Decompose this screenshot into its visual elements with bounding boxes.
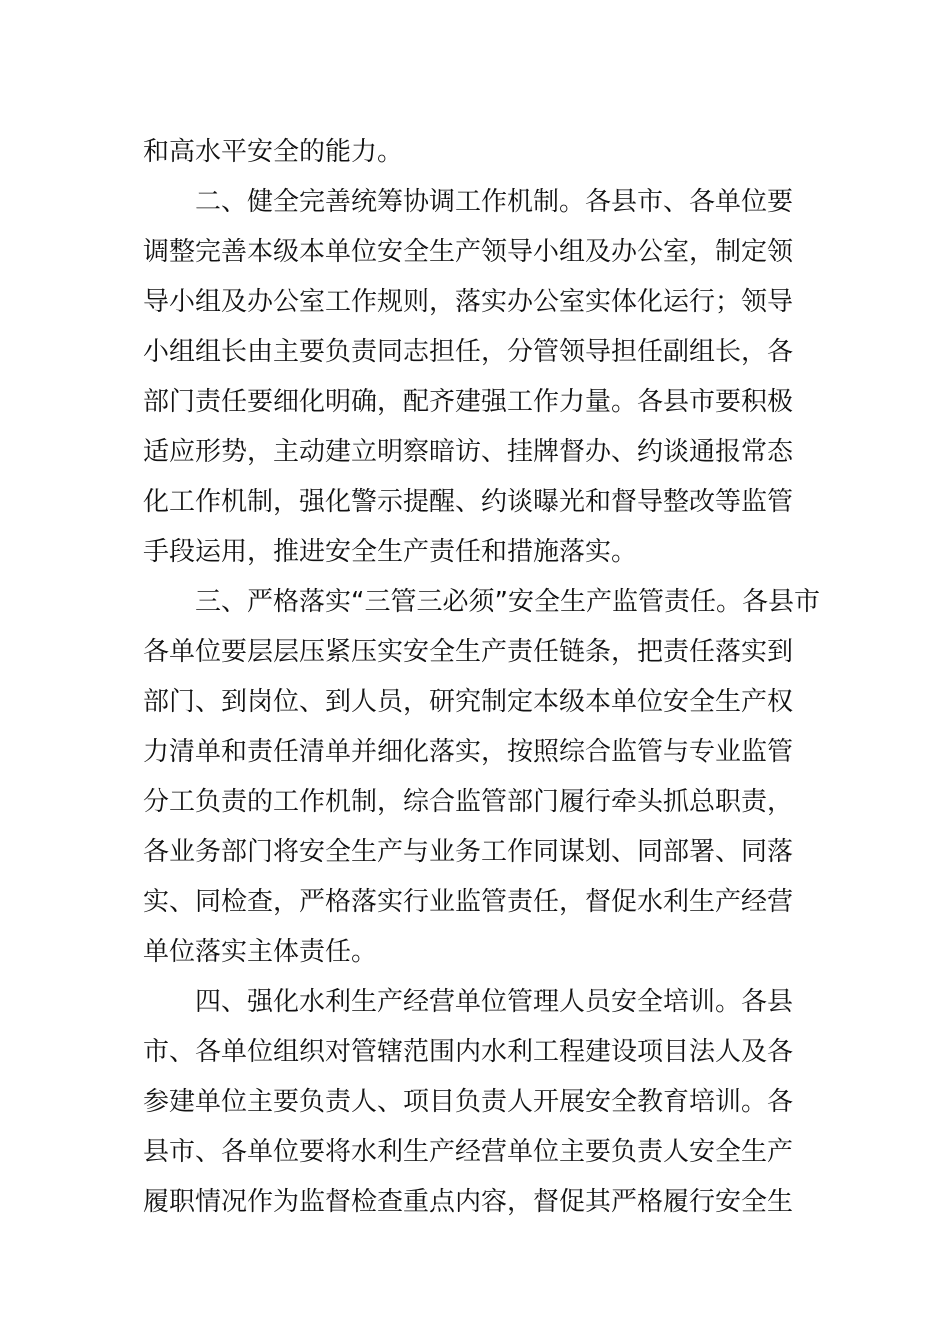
paragraph-4-heading-line: 四、强化水利生产经营单位管理人员安全培训。各县 bbox=[195, 987, 794, 1017]
text-line: 履职情况作为监督检查重点内容，督促其严格履行安全生 bbox=[143, 1187, 794, 1217]
paragraph-3-heading-line: 三、严格落实“三管三必须”安全生产监管责任。各县市 bbox=[195, 587, 820, 617]
text-line: 各单位要层层压紧压实安全生产责任链条，把责任落实到 bbox=[143, 637, 794, 667]
text-line: 适应形势，主动建立明察暗访、挂牌督办、约谈通报常态 bbox=[143, 437, 794, 467]
text-line: 县市、各单位要将水利生产经营单位主要负责人安全生产 bbox=[143, 1137, 794, 1167]
text-line: 调整完善本级本单位安全生产领导小组及办公室，制定领 bbox=[143, 237, 794, 267]
text-line: 导小组及办公室工作规则，落实办公室实体化运行；领导 bbox=[143, 287, 794, 317]
text-line: 小组组长由主要负责同志担任，分管领导担任副组长，各 bbox=[143, 337, 794, 367]
document-body bbox=[143, 127, 820, 1227]
text-line: 手段运用，推进安全生产责任和措施落实。 bbox=[143, 537, 638, 567]
text-line: 分工负责的工作机制，综合监管部门履行牵头抓总职责， bbox=[143, 787, 794, 817]
text-line: 部门、到岗位、到人员，研究制定本级本单位安全生产权 bbox=[143, 687, 794, 717]
text-line: 市、各单位组织对管辖范围内水利工程建设项目法人及各 bbox=[143, 1037, 794, 1067]
paragraph-2-heading-line: 二、健全完善统筹协调工作机制。各县市、各单位要 bbox=[195, 187, 794, 217]
text-line: 力清单和责任清单并细化落实，按照综合监管与专业监管 bbox=[143, 737, 794, 767]
text-line: 参建单位主要负责人、项目负责人开展安全教育培训。各 bbox=[143, 1087, 794, 1117]
text-line: 部门责任要细化明确，配齐建强工作力量。各县市要积极 bbox=[143, 387, 794, 417]
text-line: 单位落实主体责任。 bbox=[143, 937, 378, 967]
text-line: 各业务部门将安全生产与业务工作同谋划、同部署、同落 bbox=[143, 837, 794, 867]
text-line: 实、同检查，严格落实行业监管责任，督促水利生产经营 bbox=[143, 887, 794, 917]
text-line: 和高水平安全的能力。 bbox=[143, 137, 404, 167]
text-line: 化工作机制，强化警示提醒、约谈曝光和督导整改等监管 bbox=[143, 487, 794, 517]
